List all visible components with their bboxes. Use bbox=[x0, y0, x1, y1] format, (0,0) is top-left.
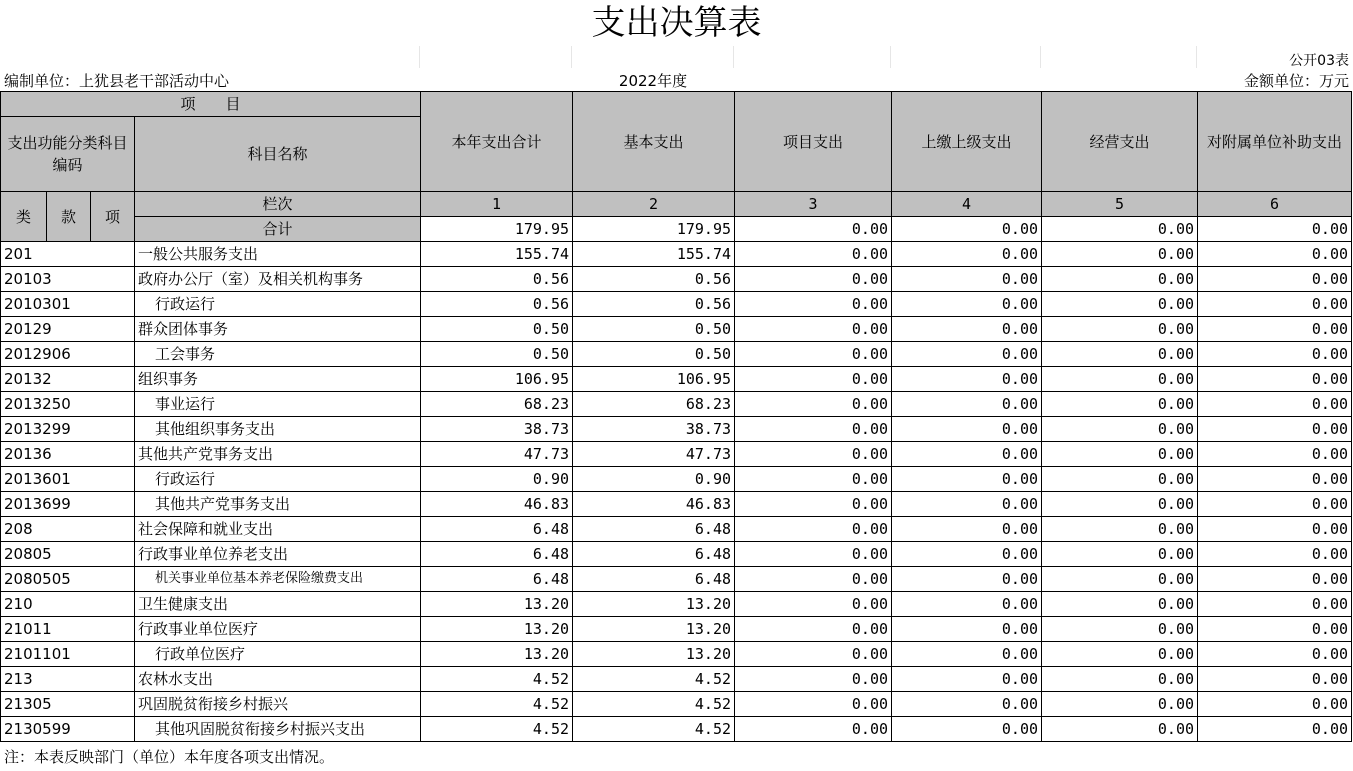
header-col-6: 对附属单位补助支出 bbox=[1198, 92, 1352, 192]
header-col-5: 经营支出 bbox=[1042, 92, 1198, 192]
row-value: 0.00 bbox=[1042, 542, 1198, 567]
row-value: 0.00 bbox=[1198, 392, 1352, 417]
row-subject-name: 卫生健康支出 bbox=[135, 592, 421, 617]
row-subject-name: 组织事务 bbox=[135, 367, 421, 392]
row-value: 0.50 bbox=[573, 317, 735, 342]
header-col-3: 项目支出 bbox=[735, 92, 892, 192]
row-value: 0.00 bbox=[892, 592, 1042, 617]
row-value: 4.52 bbox=[573, 667, 735, 692]
table-row bbox=[1, 242, 1352, 267]
row-value: 0.00 bbox=[1198, 592, 1352, 617]
table-row bbox=[1, 717, 1352, 742]
row-subject-name: 行政事业单位医疗 bbox=[135, 617, 421, 642]
row-code: 20129 bbox=[1, 317, 135, 342]
row-value: 0.00 bbox=[1042, 342, 1198, 367]
row-value: 0.00 bbox=[735, 392, 892, 417]
row-value: 6.48 bbox=[573, 542, 735, 567]
row-value: 6.48 bbox=[421, 517, 573, 542]
row-value: 0.00 bbox=[1198, 692, 1352, 717]
row-subject-name: 其他组织事务支出 bbox=[135, 417, 421, 442]
row-value: 0.90 bbox=[573, 467, 735, 492]
row-code: 2013299 bbox=[1, 417, 135, 442]
row-code: 2013250 bbox=[1, 392, 135, 417]
row-code: 20805 bbox=[1, 542, 135, 567]
row-value: 46.83 bbox=[421, 492, 573, 517]
row-value: 0.56 bbox=[421, 292, 573, 317]
row-value: 0.00 bbox=[892, 717, 1042, 742]
row-value: 0.00 bbox=[1042, 417, 1198, 442]
row-value: 0.00 bbox=[892, 317, 1042, 342]
row-value: 0.00 bbox=[1042, 642, 1198, 667]
table-row bbox=[1, 292, 1352, 317]
total-cell: 0.00 bbox=[735, 217, 892, 242]
amount-unit: 金额单位：万元 bbox=[1243, 72, 1349, 90]
table-row bbox=[1, 692, 1352, 717]
row-subject-name: 群众团体事务 bbox=[135, 317, 421, 342]
row-value: 0.00 bbox=[1198, 442, 1352, 467]
row-value: 0.00 bbox=[892, 692, 1042, 717]
row-value: 68.23 bbox=[421, 392, 573, 417]
row-subject-name: 农林水支出 bbox=[135, 667, 421, 692]
col-num: 6 bbox=[1198, 192, 1352, 217]
row-value: 0.00 bbox=[892, 392, 1042, 417]
table-row bbox=[1, 417, 1352, 442]
row-value: 0.00 bbox=[1042, 467, 1198, 492]
col-num: 2 bbox=[573, 192, 735, 217]
header-col-4: 上缴上级支出 bbox=[892, 92, 1042, 192]
row-value: 0.00 bbox=[892, 567, 1042, 592]
row-value: 0.00 bbox=[1198, 542, 1352, 567]
row-value: 0.90 bbox=[421, 467, 573, 492]
row-value: 6.48 bbox=[573, 567, 735, 592]
row-value: 0.00 bbox=[1198, 367, 1352, 392]
row-value: 0.00 bbox=[735, 592, 892, 617]
row-subject-name: 机关事业单位基本养老保险缴费支出 bbox=[135, 567, 421, 592]
row-value: 0.00 bbox=[735, 667, 892, 692]
table-row bbox=[1, 667, 1352, 692]
row-value: 0.56 bbox=[573, 267, 735, 292]
table-row bbox=[1, 442, 1352, 467]
row-code: 2101101 bbox=[1, 642, 135, 667]
row-code: 20103 bbox=[1, 267, 135, 292]
row-value: 0.00 bbox=[735, 617, 892, 642]
row-value: 0.00 bbox=[1198, 342, 1352, 367]
table-row bbox=[1, 592, 1352, 617]
row-code: 21305 bbox=[1, 692, 135, 717]
table-row bbox=[1, 517, 1352, 542]
row-value: 0.00 bbox=[735, 367, 892, 392]
table-row bbox=[1, 467, 1352, 492]
row-value: 0.00 bbox=[892, 442, 1042, 467]
row-subject-name: 其他共产党事务支出 bbox=[135, 442, 421, 467]
row-subject-name: 行政事业单位养老支出 bbox=[135, 542, 421, 567]
row-value: 0.00 bbox=[892, 417, 1042, 442]
row-value: 0.00 bbox=[735, 417, 892, 442]
row-value: 0.00 bbox=[892, 367, 1042, 392]
row-value: 0.00 bbox=[1198, 267, 1352, 292]
row-value: 0.00 bbox=[735, 567, 892, 592]
row-value: 0.00 bbox=[1198, 617, 1352, 642]
table-row bbox=[1, 567, 1352, 592]
row-value: 0.00 bbox=[892, 467, 1042, 492]
row-value: 13.20 bbox=[421, 592, 573, 617]
row-code: 208 bbox=[1, 517, 135, 542]
row-subject-name: 政府办公厅（室）及相关机构事务 bbox=[135, 267, 421, 292]
row-subject-name: 工会事务 bbox=[135, 342, 421, 367]
row-value: 0.00 bbox=[735, 342, 892, 367]
row-value: 0.00 bbox=[1198, 417, 1352, 442]
footnote: 注：本表反映部门（单位）本年度各项支出情况。 bbox=[4, 748, 335, 766]
header-subject-name: 科目名称 bbox=[135, 117, 421, 192]
row-value: 0.00 bbox=[735, 642, 892, 667]
year-label: 2022年度 bbox=[618, 72, 688, 90]
total-cell: 0.00 bbox=[892, 217, 1042, 242]
row-value: 0.50 bbox=[573, 342, 735, 367]
table-row bbox=[1, 342, 1352, 367]
row-code: 210 bbox=[1, 592, 135, 617]
row-value: 4.52 bbox=[421, 692, 573, 717]
row-value: 6.48 bbox=[573, 517, 735, 542]
col-num: 1 bbox=[421, 192, 573, 217]
row-value: 0.00 bbox=[1042, 367, 1198, 392]
row-value: 0.00 bbox=[1042, 442, 1198, 467]
row-value: 0.00 bbox=[1198, 317, 1352, 342]
col-num: 3 bbox=[735, 192, 892, 217]
table-row bbox=[1, 367, 1352, 392]
row-subject-name: 其他共产党事务支出 bbox=[135, 492, 421, 517]
row-value: 0.00 bbox=[1042, 517, 1198, 542]
row-code: 2012906 bbox=[1, 342, 135, 367]
table-row bbox=[1, 642, 1352, 667]
row-value: 0.00 bbox=[892, 242, 1042, 267]
row-code: 2010301 bbox=[1, 292, 135, 317]
row-value: 13.20 bbox=[421, 642, 573, 667]
row-value: 0.00 bbox=[892, 342, 1042, 367]
row-value: 0.00 bbox=[1198, 517, 1352, 542]
row-value: 47.73 bbox=[573, 442, 735, 467]
page-title: 支出决算表 bbox=[591, 3, 762, 43]
row-value: 38.73 bbox=[573, 417, 735, 442]
row-value: 4.52 bbox=[573, 692, 735, 717]
row-value: 6.48 bbox=[421, 542, 573, 567]
row-value: 0.00 bbox=[735, 542, 892, 567]
row-value: 0.00 bbox=[892, 492, 1042, 517]
row-code: 20136 bbox=[1, 442, 135, 467]
row-value: 38.73 bbox=[421, 417, 573, 442]
row-value: 0.00 bbox=[892, 542, 1042, 567]
form-code: 公开03表 bbox=[1289, 53, 1349, 69]
row-code: 201 bbox=[1, 242, 135, 267]
row-value: 0.00 bbox=[1198, 642, 1352, 667]
table-row bbox=[1, 542, 1352, 567]
row-value: 155.74 bbox=[573, 242, 735, 267]
row-value: 0.00 bbox=[1042, 667, 1198, 692]
table-row bbox=[1, 267, 1352, 292]
row-value: 0.00 bbox=[1042, 692, 1198, 717]
total-cell: 179.95 bbox=[421, 217, 573, 242]
row-value: 0.00 bbox=[1042, 292, 1198, 317]
col-num: 4 bbox=[892, 192, 1042, 217]
row-value: 0.00 bbox=[892, 667, 1042, 692]
row-value: 0.00 bbox=[892, 517, 1042, 542]
expenditure-table bbox=[0, 91, 1352, 742]
row-code: 2130599 bbox=[1, 717, 135, 742]
row-code: 21011 bbox=[1, 617, 135, 642]
row-subject-name: 社会保障和就业支出 bbox=[135, 517, 421, 542]
blank-row bbox=[0, 46, 1353, 68]
table-row bbox=[1, 492, 1352, 517]
row-code: 2013601 bbox=[1, 467, 135, 492]
header-lanci: 栏次 bbox=[135, 192, 421, 217]
total-label: 合计 bbox=[135, 217, 421, 242]
row-value: 0.00 bbox=[1042, 567, 1198, 592]
row-value: 0.00 bbox=[1042, 392, 1198, 417]
row-value: 0.00 bbox=[735, 442, 892, 467]
row-value: 0.00 bbox=[1042, 717, 1198, 742]
table-row bbox=[1, 392, 1352, 417]
row-value: 0.00 bbox=[1042, 492, 1198, 517]
total-cell: 179.95 bbox=[573, 217, 735, 242]
total-cell: 0.00 bbox=[1198, 217, 1352, 242]
row-value: 155.74 bbox=[421, 242, 573, 267]
row-value: 6.48 bbox=[421, 567, 573, 592]
row-value: 47.73 bbox=[421, 442, 573, 467]
row-value: 0.00 bbox=[1042, 317, 1198, 342]
row-subject-name: 行政运行 bbox=[135, 292, 421, 317]
row-value: 0.00 bbox=[892, 642, 1042, 667]
header-col-1: 本年支出合计 bbox=[421, 92, 573, 192]
row-value: 0.00 bbox=[1042, 592, 1198, 617]
row-code: 2080505 bbox=[1, 567, 135, 592]
row-value: 13.20 bbox=[573, 592, 735, 617]
row-code: 20132 bbox=[1, 367, 135, 392]
row-value: 0.00 bbox=[1042, 617, 1198, 642]
row-value: 106.95 bbox=[421, 367, 573, 392]
row-value: 0.00 bbox=[735, 492, 892, 517]
row-subject-name: 行政运行 bbox=[135, 467, 421, 492]
row-value: 106.95 bbox=[573, 367, 735, 392]
table-row bbox=[1, 617, 1352, 642]
row-value: 0.00 bbox=[892, 617, 1042, 642]
row-value: 46.83 bbox=[573, 492, 735, 517]
row-value: 0.00 bbox=[892, 267, 1042, 292]
row-value: 13.20 bbox=[573, 617, 735, 642]
header-col-2: 基本支出 bbox=[573, 92, 735, 192]
row-value: 0.50 bbox=[421, 342, 573, 367]
row-value: 0.00 bbox=[735, 317, 892, 342]
row-value: 4.52 bbox=[573, 717, 735, 742]
row-subject-name: 事业运行 bbox=[135, 392, 421, 417]
row-value: 0.00 bbox=[735, 692, 892, 717]
row-value: 0.00 bbox=[1198, 567, 1352, 592]
row-value: 13.20 bbox=[573, 642, 735, 667]
row-value: 0.56 bbox=[421, 267, 573, 292]
row-code: 213 bbox=[1, 667, 135, 692]
header-func-code: 支出功能分类科目编码 bbox=[1, 117, 135, 192]
row-code: 2013699 bbox=[1, 492, 135, 517]
row-subject-name: 一般公共服务支出 bbox=[135, 242, 421, 267]
row-value: 0.00 bbox=[735, 242, 892, 267]
total-cell: 0.00 bbox=[1042, 217, 1198, 242]
row-value: 0.00 bbox=[1198, 492, 1352, 517]
total-row bbox=[1, 217, 1352, 242]
col-num: 5 bbox=[1042, 192, 1198, 217]
row-value: 13.20 bbox=[421, 617, 573, 642]
row-subject-name: 行政单位医疗 bbox=[135, 642, 421, 667]
header-xiang: 项 bbox=[91, 192, 135, 242]
row-value: 0.00 bbox=[892, 292, 1042, 317]
table-row bbox=[1, 317, 1352, 342]
row-subject-name: 其他巩固脱贫衔接乡村振兴支出 bbox=[135, 717, 421, 742]
row-value: 68.23 bbox=[573, 392, 735, 417]
header-lei: 类 bbox=[1, 192, 47, 242]
row-value: 0.50 bbox=[421, 317, 573, 342]
row-value: 0.00 bbox=[735, 267, 892, 292]
unit-label: 编制单位：上犹县老干部活动中心 bbox=[4, 72, 230, 90]
row-value: 0.00 bbox=[1198, 242, 1352, 267]
row-value: 0.00 bbox=[735, 467, 892, 492]
row-subject-name: 巩固脱贫衔接乡村振兴 bbox=[135, 692, 421, 717]
header-project: 项 目 bbox=[1, 92, 421, 117]
row-value: 0.00 bbox=[735, 717, 892, 742]
row-value: 0.56 bbox=[573, 292, 735, 317]
row-value: 0.00 bbox=[1198, 467, 1352, 492]
row-value: 0.00 bbox=[1198, 717, 1352, 742]
row-value: 4.52 bbox=[421, 717, 573, 742]
row-value: 0.00 bbox=[735, 517, 892, 542]
row-value: 0.00 bbox=[1198, 292, 1352, 317]
row-value: 0.00 bbox=[1198, 667, 1352, 692]
row-value: 0.00 bbox=[735, 292, 892, 317]
header-kuan: 款 bbox=[47, 192, 91, 242]
row-value: 4.52 bbox=[421, 667, 573, 692]
row-value: 0.00 bbox=[1042, 242, 1198, 267]
row-value: 0.00 bbox=[1042, 267, 1198, 292]
